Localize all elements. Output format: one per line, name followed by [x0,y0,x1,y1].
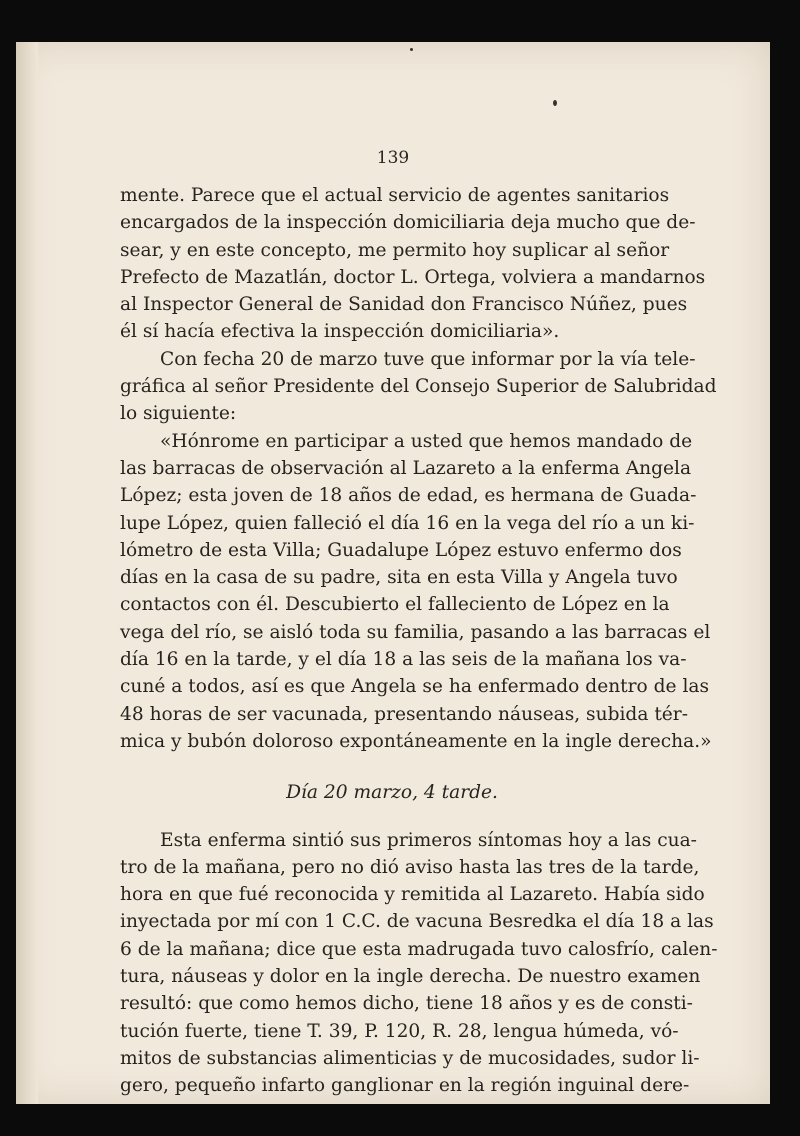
body-text [120,182,718,1100]
text-line: cuné a todos, así es que Angela se ha enfermado dentro de las [120,676,710,698]
text-line: vega del río, se aisló toda su familia, pasando a las barracas el [120,621,711,643]
paragraph [120,346,717,428]
text-line: inyectada por mí con 1 C.C. de vacuna Besredka el día 18 a las [120,911,714,933]
paragraph [120,827,718,1100]
text-line: tución fuerte, tiene T. 39, P. 120, R. 28, lengua húmeda, vó- [120,1020,679,1042]
ink-speck [410,48,413,51]
text-line: lupe López, quien falleció el día 16 en la vega del río a un ki- [120,512,695,534]
paragraph [120,182,706,346]
text-line: Esta enferma sintió sus primeros síntomas hoy a las cua- [160,829,697,851]
text-line: «Hónrome en participar a usted que hemos mandado de [160,430,693,452]
text-line: al Inspector General de Sanidad don Francisco Núñez, pues [120,294,688,316]
text-line: encargados de la inspección domiciliaria deja mucho que de- [120,212,696,234]
text-line: él sí hacía efectiva la inspección domiciliaria». [120,321,560,343]
text-line: gráfica al señor Presidente del Consejo Superior de Salubridad [120,376,717,398]
paragraph-group-after-heading [120,827,718,1100]
text-line: 48 horas de ser vacunada, presentando náuseas, subida tér- [120,703,688,725]
text-line: sear, y en este concepto, me permito hoy suplicar al señor [120,239,670,261]
text-line: 6 de la mañana; dice que esta madrugada tuvo calosfrío, calen- [120,938,718,960]
text-line: contactos con él. Descubierto el falleciento de López en la [120,594,670,616]
section-heading: Día 20 marzo, 4 tarde. [286,782,498,804]
text-line: lómetro de esta Villa; Guadalupe López estuvo enfermo dos [120,539,682,561]
book-page [16,42,770,1104]
paragraph [120,428,712,756]
text-line: mitos de substancias alimenticias y de mucosidades, sudor li- [120,1047,700,1069]
text-line: López; esta joven de 18 años de edad, es hermana de Guada- [120,485,697,507]
text-line: tro de la mañana, pero no dió aviso hasta las tres de la tarde, [120,856,700,878]
text-line: hora en que fué reconocida y remitida al Lazareto. Había sido [120,884,705,906]
page-number: 139 [376,148,410,168]
text-line: días en la casa de su padre, sita en esta Villa y Angela tuvo [120,567,678,589]
page-binding-edge [16,42,38,1104]
ink-speck [553,100,557,106]
text-line: Con fecha 20 de marzo tuve que informar por la vía tele- [160,348,696,370]
text-line: día 16 en la tarde, y el día 18 a las seis de la mañana los va- [120,649,687,671]
text-line: gero, pequeño infarto ganglionar en la región inguinal dere- [120,1075,690,1097]
text-line: resultó: que como hemos dicho, tiene 18 años y es de consti- [120,993,693,1015]
text-line: mente. Parece que el actual servicio de agentes sanitarios [120,185,670,206]
text-line: lo siguiente: [120,403,237,425]
text-line: las barracas de observación al Lazareto a la enferma Angela [120,457,692,479]
text-line: mica y bubón doloroso expontáneamente en la ingle derecha.» [120,730,712,752]
paragraph-group-before-heading [120,182,717,755]
text-line: tura, náuseas y dolor en la ingle derecha. De nuestro examen [120,966,701,988]
text-line: Prefecto de Mazatlán, doctor L. Ortega, volviera a mandarnos [120,266,706,288]
